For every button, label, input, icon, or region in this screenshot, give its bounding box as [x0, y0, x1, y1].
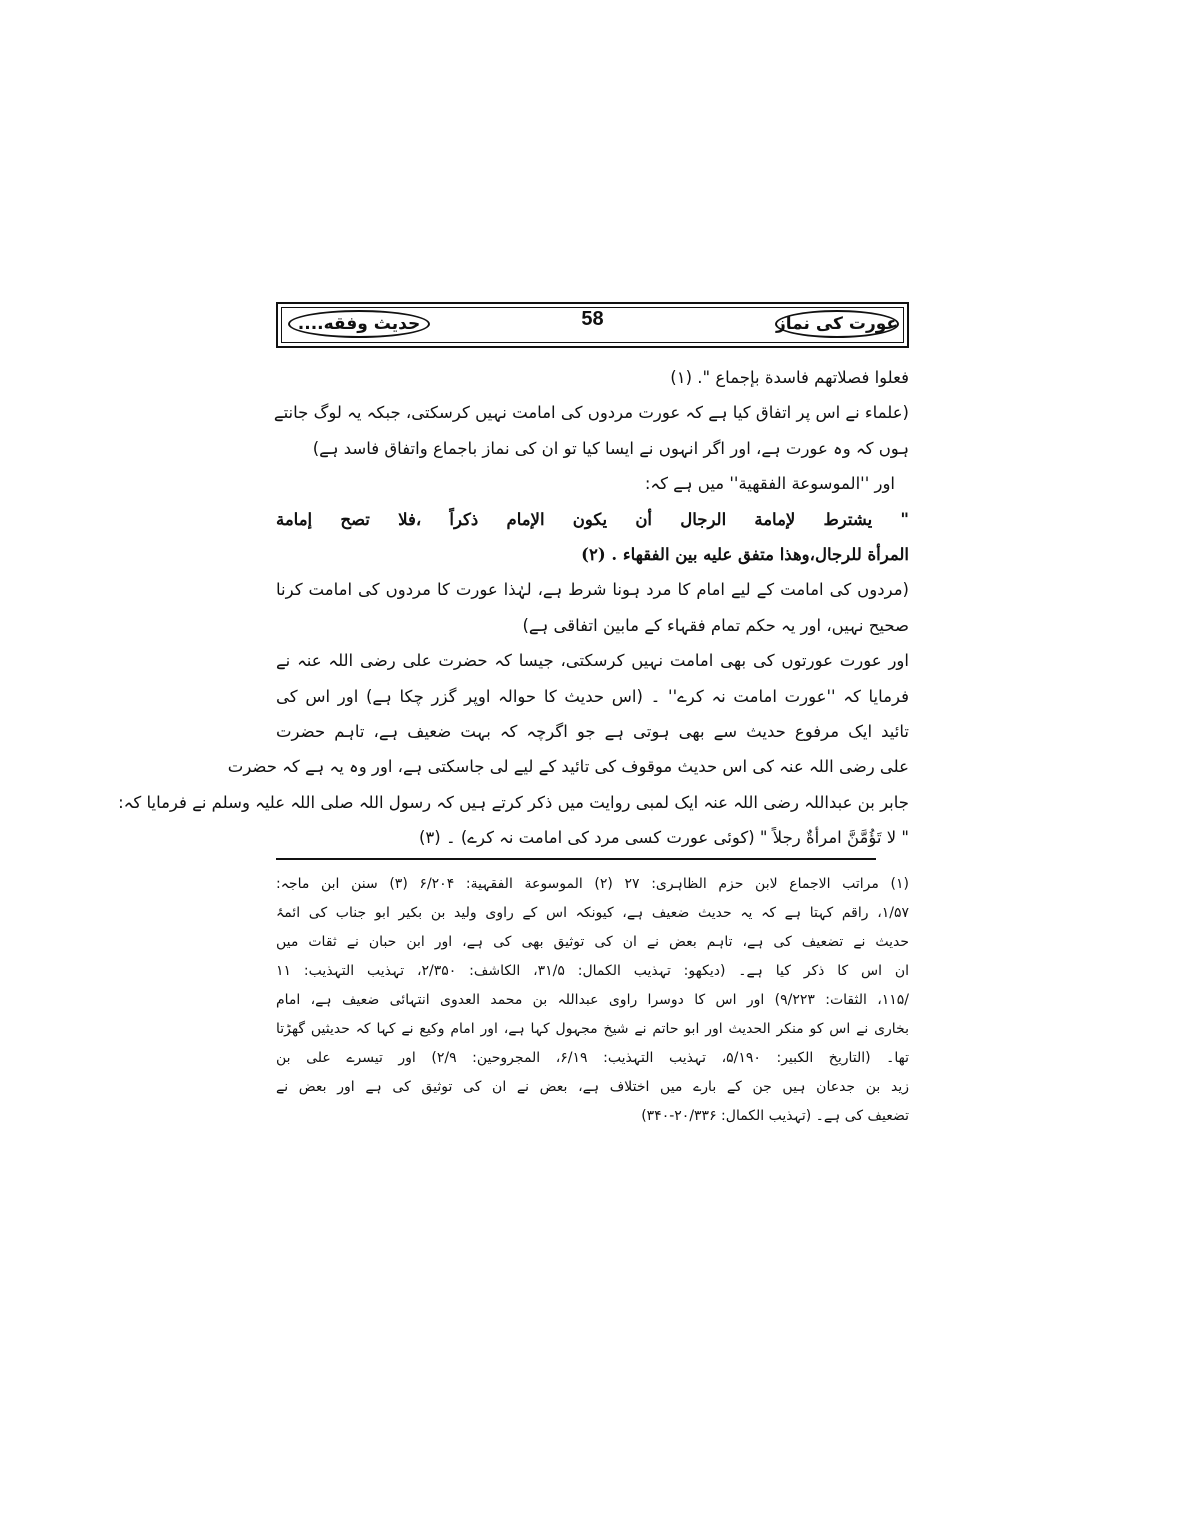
footnote-line: /۱۱۵، الثقات: ۹/۲۲۳) اور اس کا دوسرا راوی عبداللہ بن محمد العدوی انتہائی ضعیف ہے، امام	[276, 992, 909, 1008]
footnote-line: تضعیف کی ہے۔ (تہذیب الکمال: ۲۰/۳۳۶-۳۴۰)	[641, 1108, 909, 1124]
text-line: علی رضی اللہ عنہ کی اس حدیث موقوف کی تائید کے لیے لی جاسکتی ہے، اور وہ یہ ہے کہ حضرت	[227, 757, 909, 777]
footnote-line: ۱/۵۷، راقم کہتا ہے کہ یہ حدیث ضعیف ہے، کیونکہ اس کے راوی ولید بن بکیر ابو جناب کی ائمۂ	[276, 905, 909, 921]
footnote-line: زید بن جدعان ہیں جن کے بارے میں اختلاف ہے، بعض نے ان کی توثیق کی ہے اور بعض نے	[276, 1079, 909, 1095]
text-line: فعلوا فصلاتهم فاسدة بإجماع ". (۱)	[670, 368, 909, 387]
arabic-quote-line: المرأة للرجال،وهذا متفق عليه بين الفقهاء . (۲)	[581, 544, 909, 564]
footnote-line: ان اس کا ذکر کیا ہے۔ (دیکھو: تہذیب الکمال: ۳۱/۵، الکاشف: ۲/۳۵۰، تہذیب التہذیب: ۱۱	[276, 963, 909, 979]
text-line: (مردوں کی امامت کے لیے امام کا مرد ہونا شرط ہے، لہٰذا عورت کا مردوں کی امامت کرنا	[276, 580, 909, 600]
footnote-line: (۱) مراتب الاجماع لابن حزم الظاہری: ۲۷ (۲) الموسوعة الفقہیة: ۶/۲۰۴ (۳) سنن ابن ماجہ:	[276, 876, 909, 892]
text-line: تائید ایک مرفوع حدیث سے بھی ہوتی ہے جو اگرچہ کہ بہت ضعیف ہے، تاہم حضرت	[276, 721, 909, 741]
text-line: صحیح نہیں، اور یہ حکم تمام فقہاء کے مابین اتفاقی ہے)	[522, 615, 909, 635]
page-header	[276, 302, 909, 348]
book-page	[118, 302, 909, 1342]
text-line: " لا تَؤُمَّنَّ امرأةٌ رجلاً " (کوئی عورت کسی مرد کی امامت نہ کرے) ۔ (۳)	[418, 828, 909, 848]
chapter-title-badge: حدیث وفقه....	[288, 310, 430, 338]
main-text	[118, 360, 909, 855]
text-line: جابر بن عبداللہ رضی اللہ عنہ ایک لمبی روایت میں ذکر کرتے ہیں کہ رسول اللہ صلی اللہ علیہ وسلم نے فرمایا کہ:	[118, 792, 909, 812]
text-line: اور عورت عورتوں کی بھی امامت نہیں کرسکتی، جیسا کہ حضرت علی رضی اللہ عنہ نے	[276, 651, 909, 671]
text-line: فرمایا کہ ''عورت امامت نہ کرے'' ۔ (اس حدیث کا حوالہ اوپر گزر چکا ہے) اور اس کی	[276, 686, 909, 706]
page-number: 58	[581, 308, 604, 330]
footnotes	[276, 870, 909, 1131]
footnote-divider	[276, 858, 876, 860]
footnote-line: تھا۔ (التاریخ الکبیر: ۵/۱۹۰، تہذیب التہذیب: ۶/۱۹، المجروحین: ۲/۹) اور تیسرے علی بن	[276, 1050, 909, 1066]
footnote-line: بخاری نے اس کو منکر الحدیث اور ابو حاتم نے شیخ مجہول کہا ہے، اور امام وکیع نے کہا کہ حدیثیں گھڑتا	[276, 1021, 909, 1037]
text-line: اور ''الموسوعة الفقهية'' میں ہے کہ:	[644, 474, 895, 494]
text-line: ہوں کہ وہ عورت ہے، اور اگر انہوں نے ایسا کیا تو ان کی نماز باجماع واتفاق فاسد ہے)	[312, 438, 909, 458]
book-title-badge: عورت کی نماز	[775, 310, 899, 338]
footnote-line: حدیث نے تضعیف کی ہے، تاہم بعض نے ان کی توثیق بھی کی ہے، اور ابن حبان نے ثقات میں	[276, 934, 909, 950]
text-line: (علماء نے اس پر اتفاق کیا ہے کہ عورت مردوں کی امامت نہیں کرسکتی، جبکہ یہ لوگ جانتے	[273, 403, 909, 423]
arabic-quote-line: " يشترط لإمامة الرجال أن يكون الإمام ذكراً ،فلا تصح إمامة	[276, 509, 909, 529]
